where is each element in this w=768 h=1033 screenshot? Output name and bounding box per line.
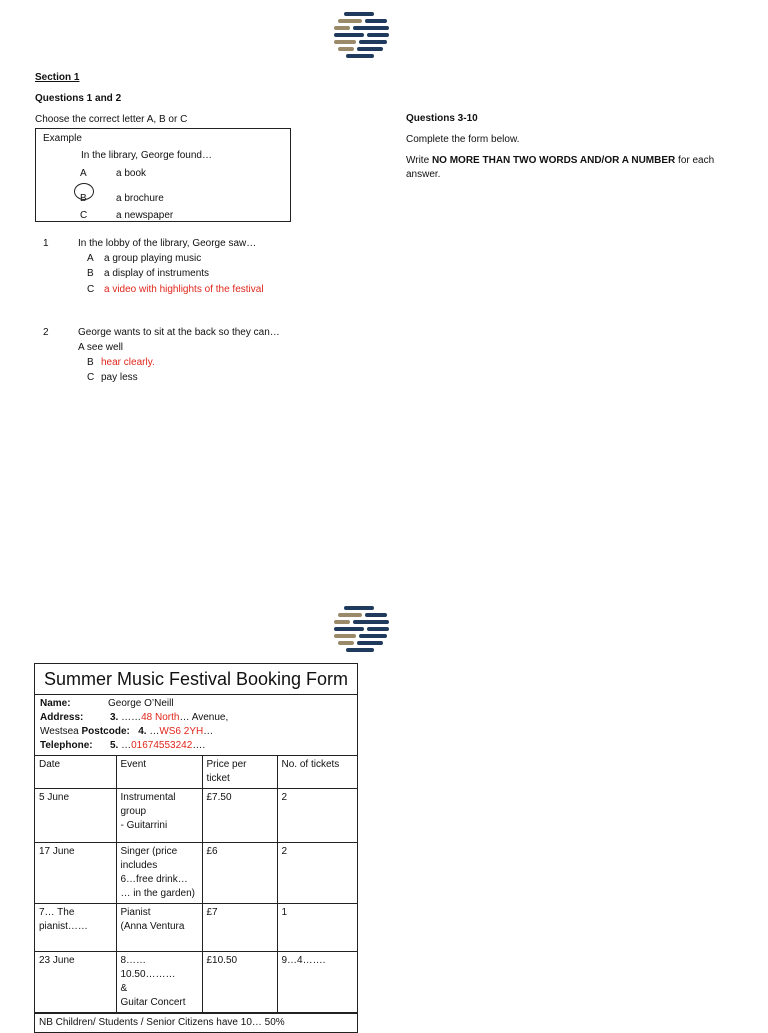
tickets-cell: 2 (277, 789, 357, 843)
booking-form (34, 663, 358, 1033)
questions-3-10-title: Questions 3-10 (406, 113, 478, 124)
name-line (40, 697, 352, 711)
question-2-text: George wants to sit at the back so they can… (78, 327, 280, 338)
q2-option-letter: C (87, 372, 95, 383)
example-option-text: a newspaper (116, 210, 174, 221)
question-1-text: In the lobby of the library, George saw… (78, 238, 257, 249)
telephone-label: Telephone: (40, 740, 93, 751)
example-option-letter: B (80, 193, 87, 204)
table-row (35, 843, 357, 904)
name-value: George O’Neill (108, 698, 174, 709)
q1-option-letter: B (87, 268, 94, 279)
event-cell: Singer (price includes 6…free drink… … in the garden) (116, 843, 202, 904)
form-title: Summer Music Festival Booking Form (35, 664, 357, 695)
address-line: Address: 3. ……48 North… Avenue, (40, 712, 229, 723)
postcode-label: Postcode: (81, 726, 130, 737)
q1-option-text: a group playing music (104, 253, 202, 264)
price-cell: £6 (202, 843, 277, 904)
table-row (35, 952, 357, 1013)
instruction-text: Choose the correct letter A, B or C (35, 114, 188, 125)
date-cell: 5 June (35, 789, 116, 843)
q2-option-a: A see well (78, 342, 124, 353)
logo-icon (332, 604, 392, 654)
discount-note: NB Children/ Students / Senior Citizens have 10… 50% (35, 1013, 357, 1032)
event-cell: 8……10.50……… & Guitar Concert (116, 952, 202, 1013)
price-cell: £7.50 (202, 789, 277, 843)
table-row (35, 904, 357, 952)
table-row (35, 789, 357, 843)
column-header: Event (116, 756, 202, 789)
tickets-cell: 2 (277, 843, 357, 904)
example-option-text: a brochure (116, 193, 164, 204)
example-option-text: a book (116, 168, 147, 179)
postcode-answer: WS6 2YH (159, 726, 204, 737)
section-title: Section 1 (35, 72, 80, 83)
postcode-line: Westsea Postcode: 4. …WS6 2YH… (40, 726, 214, 737)
q1-answer-text: a video with highlights of the festival (104, 284, 264, 295)
word-limit-instruction: Write NO MORE THAN TWO WORDS AND/OR A NUMBER for each answer. (406, 155, 715, 180)
event-cell: Instrumental group - Guitarrini (116, 789, 202, 843)
q1-option-letter: A (87, 253, 94, 264)
name-label: Name: (40, 698, 71, 709)
town-value: Westsea (40, 726, 79, 737)
address-label: Address: (40, 712, 84, 723)
q2-option-text: pay less (101, 372, 138, 383)
example-label: Example (43, 133, 82, 144)
column-header: No. of tickets (277, 756, 357, 789)
form-details (35, 695, 357, 756)
address-answer: 48 North (141, 712, 180, 723)
logo-icon (332, 10, 392, 60)
question-number: 1 (43, 238, 49, 249)
column-header: Date (35, 756, 116, 789)
example-option-letter: A (80, 168, 87, 179)
tickets-cell: 1 (277, 904, 357, 952)
date-cell: 7… The pianist…… (35, 904, 116, 952)
q2-option-letter: B (87, 357, 94, 368)
tickets-cell: 9…4……. (277, 952, 357, 1013)
table-header-row (35, 756, 357, 789)
date-cell: 17 June (35, 843, 116, 904)
telephone-answer: 01674553242 (131, 740, 193, 751)
questions-1-2-title: Questions 1 and 2 (35, 93, 122, 104)
price-cell: £10.50 (202, 952, 277, 1013)
answer-circle-icon (74, 183, 94, 200)
telephone-line: Telephone: 5. …01674553242…. (40, 740, 206, 751)
example-question: In the library, George found… (81, 150, 212, 161)
booking-table (35, 756, 357, 1013)
event-cell: Pianist (Anna Ventura (116, 904, 202, 952)
question-number: 2 (43, 327, 49, 338)
q1-option-letter: C (87, 284, 95, 295)
q1-option-text: a display of instruments (104, 268, 210, 279)
price-cell: £7 (202, 904, 277, 952)
complete-instruction: Complete the form below. (406, 134, 520, 145)
q2-answer-text: hear clearly. (101, 357, 155, 368)
example-option-letter: C (80, 210, 88, 221)
column-header: Price per ticket (202, 756, 277, 789)
date-cell: 23 June (35, 952, 116, 1013)
